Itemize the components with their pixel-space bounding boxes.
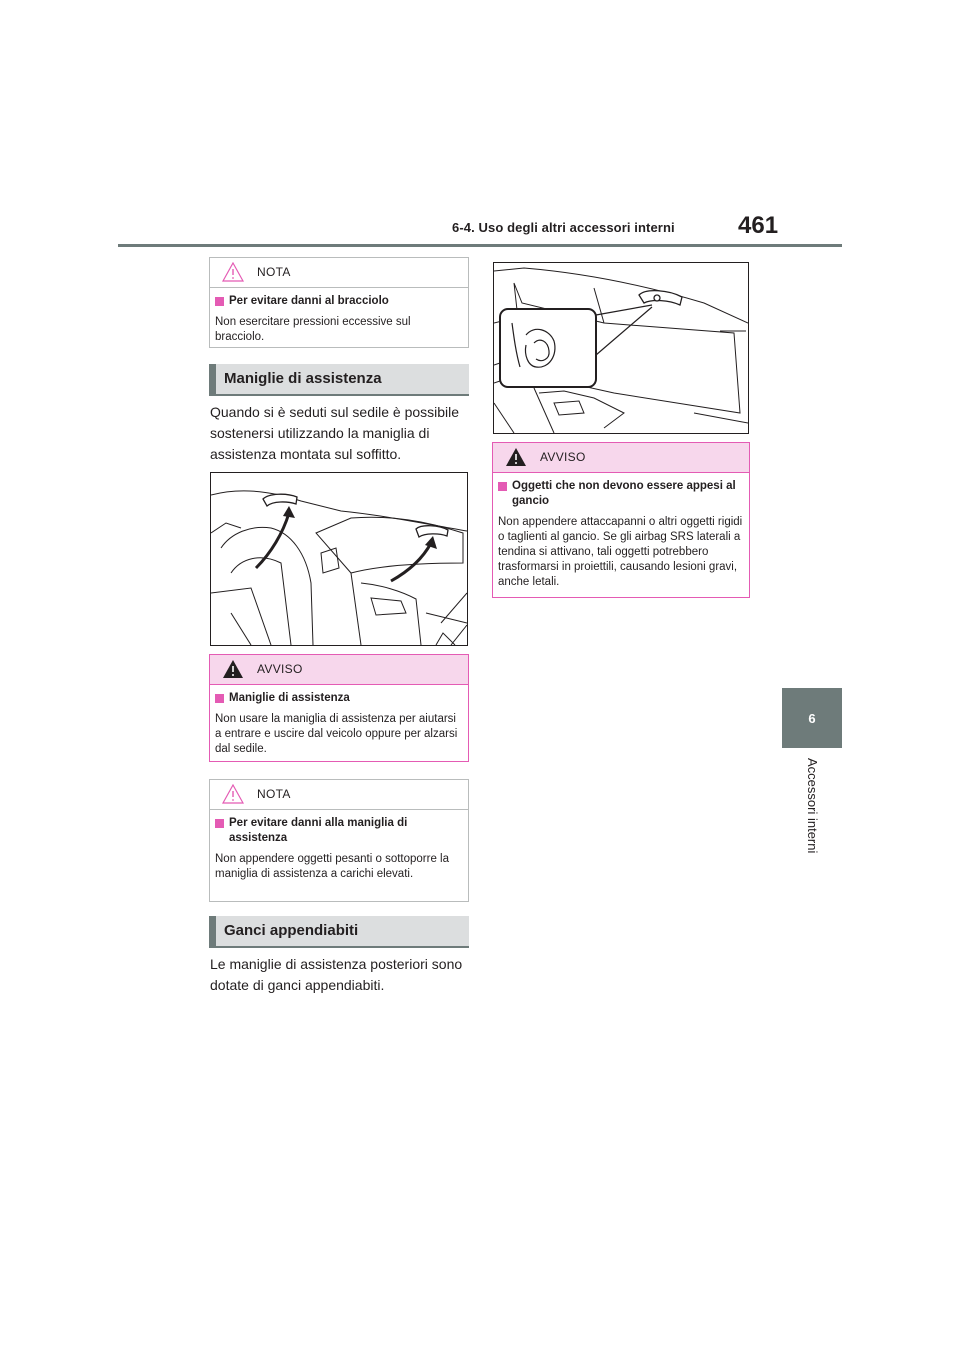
- notice-nota-armrest: [209, 257, 469, 348]
- figure-coat-hook: [493, 262, 749, 434]
- notice-avviso-assist-grips: [209, 654, 469, 762]
- notice-title: Oggetti che non devono essere appesi al gancio: [498, 479, 743, 509]
- section-heading-text: Maniglie di assistenza: [224, 370, 382, 387]
- notice-type-label: AVVISO: [540, 450, 586, 464]
- caution-triangle-icon: [222, 784, 244, 804]
- notice-type-label: NOTA: [257, 787, 291, 801]
- notice-header: [210, 258, 468, 288]
- section-heading-bar: [209, 916, 216, 946]
- notice-title: Per evitare danni al bracciolo: [215, 294, 462, 309]
- notice-nota-assist-grip-damage: [209, 779, 469, 902]
- coat-hooks-paragraph: Le maniglie di assistenza posteriori sono dotate di ganci appendiabiti.: [210, 956, 463, 993]
- notice-type-label: AVVISO: [257, 662, 303, 676]
- figure-assist-grips: [210, 472, 468, 646]
- bullet-square-icon: [215, 297, 224, 306]
- page-number: 461: [738, 212, 779, 239]
- notice-header: [210, 655, 468, 685]
- chapter-number: 6: [808, 710, 816, 726]
- bullet-square-icon: [498, 482, 507, 491]
- section-heading-coat-hooks: [209, 916, 469, 948]
- header-rule: [118, 244, 842, 247]
- chapter-label: [802, 758, 822, 868]
- notice-header: [493, 443, 749, 473]
- caution-triangle-icon: [222, 262, 244, 282]
- bullet-square-icon: [215, 694, 224, 703]
- notice-header: [210, 780, 468, 810]
- chapter-label-text: Accessori interni: [805, 758, 820, 854]
- assist-grips-paragraph: Quando si è seduti sul sedile è possibile sostenersi utilizzando la maniglia di assistenza montata sul soffitto.: [210, 404, 460, 462]
- section-heading-text: Ganci appendiabiti: [224, 922, 359, 939]
- notice-text: Non esercitare pressioni eccessive sul bracciolo.: [215, 316, 411, 343]
- warning-triangle-icon: [222, 659, 244, 679]
- assist-grips-illustration: [211, 473, 467, 645]
- header-section-title: 6-4. Uso degli altri accessori interni: [452, 220, 675, 235]
- section-heading-assist-grips: [209, 364, 469, 396]
- notice-text: Non usare la maniglia di assistenza per aiutarsi a entrare e uscire dal veicolo oppure per alzarsi dal sedile.: [215, 713, 458, 755]
- warning-triangle-icon: [505, 447, 527, 467]
- coat-hook-illustration: [494, 263, 748, 433]
- notice-title: Maniglie di assistenza: [215, 691, 462, 706]
- section-heading-bar: [209, 364, 216, 394]
- notice-text: Non appendere attaccapanni o altri oggetti rigidi o taglienti al gancio. Se gli airbag SRS laterali a tendina si attivano, tali oggetti potrebbero trasformarsi in proiettili, causando lesioni gravi, anche letali.: [498, 516, 743, 588]
- bullet-square-icon: [215, 819, 224, 828]
- notice-type-label: NOTA: [257, 265, 291, 279]
- notice-avviso-coat-hook: [492, 442, 750, 598]
- chapter-tab: [782, 688, 842, 748]
- notice-text: Non appendere oggetti pesanti o sottoporre la maniglia di assistenza a carichi elevati.: [215, 853, 449, 880]
- notice-title: Per evitare danni alla maniglia di assistenza: [215, 816, 462, 846]
